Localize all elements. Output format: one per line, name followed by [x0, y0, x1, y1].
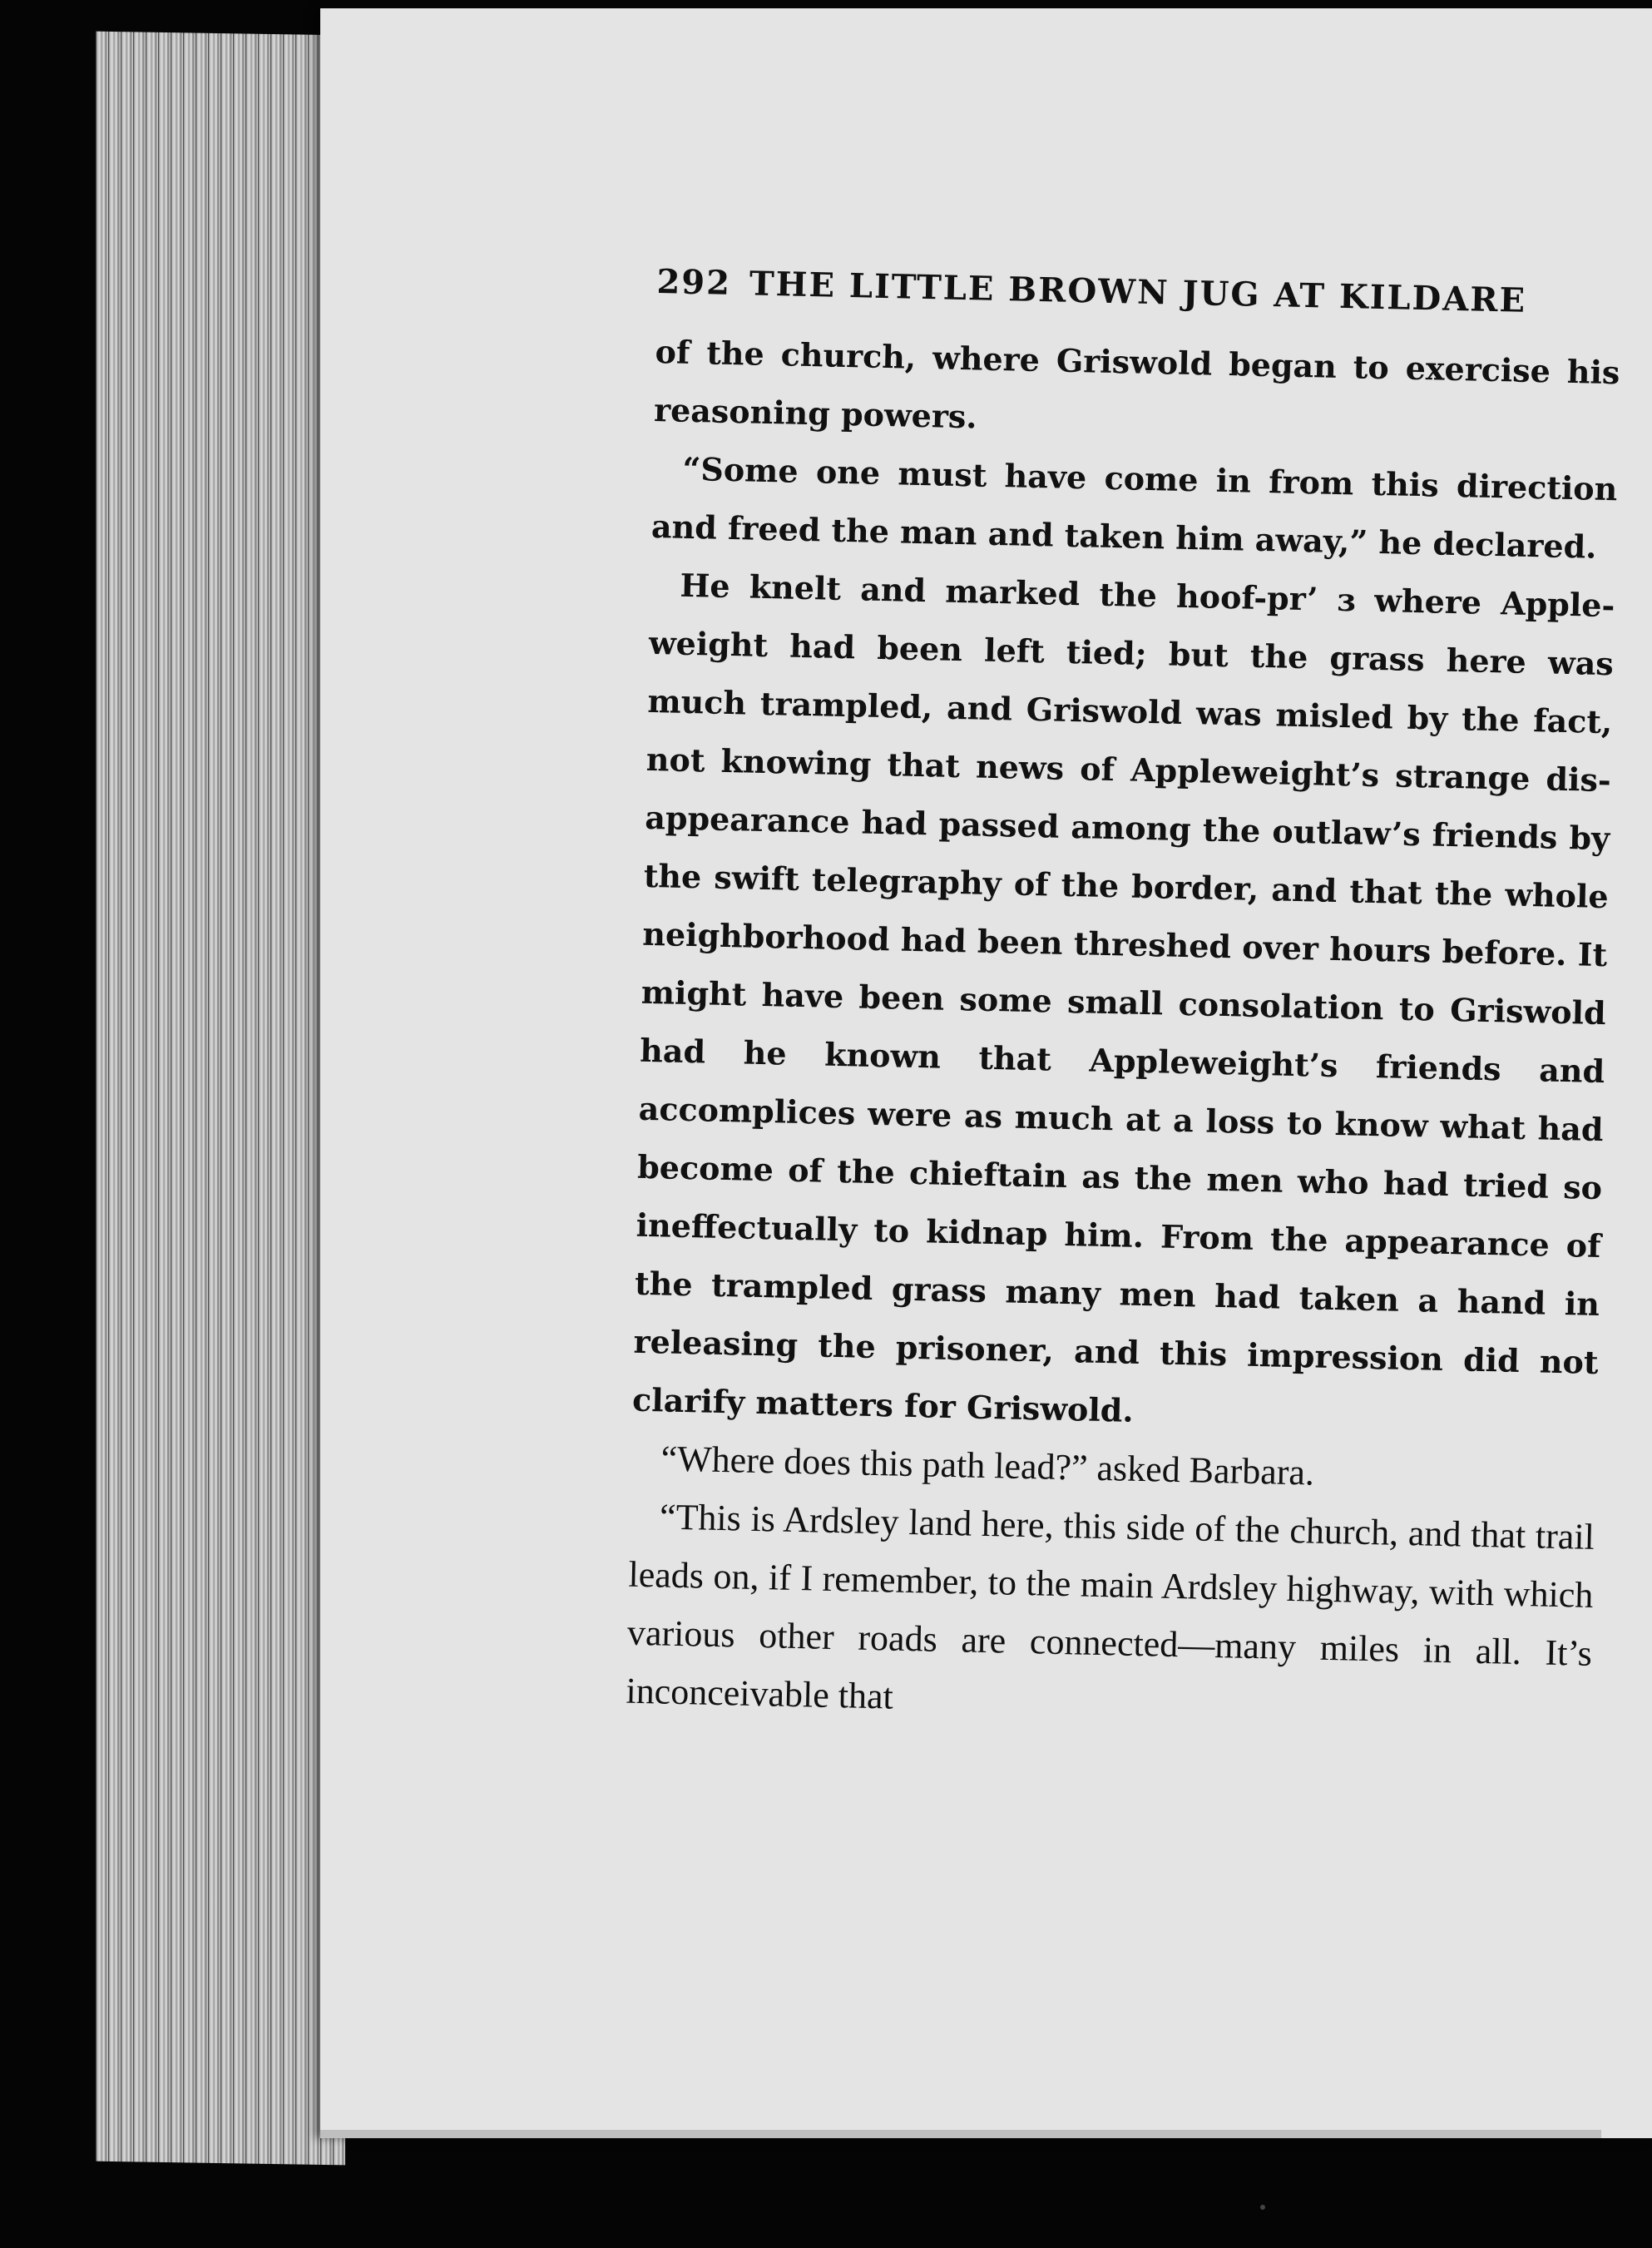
text-block: [626, 262, 1622, 1741]
page-number: 292: [655, 262, 732, 303]
page-bottom-edge: [320, 2130, 1601, 2138]
paragraph-5: “This is Ardsley land here, this side of the church, and that trail leads on, if I remember, to the main Ardsley highway, with which various other roads are connected—many miles in all. It’s inconceivable that: [625, 1496, 1595, 1717]
dust-speck: [1260, 2205, 1265, 2210]
paragraph-2: “Some one must have come in from this direction and freed the man and taken him away,” he declared.: [650, 449, 1618, 566]
page-edges: [96, 32, 345, 2166]
paragraph-1: of the church, where Griswold began to exercise his reasoning powers.: [653, 332, 1620, 436]
paragraph-3: He knelt and marked the hoof-pr’ ɜ where Apple-weight had been left tied; but the grass here was much trampled, and Griswold was misled by the fact, not knowing that news of Appleweight’s strange dis-appearance had passed among the outlaw’s friends by the swift telegraphy of the border, and that the whole neighborhood had been threshed over hours before. It might have been some small consolation to Griswold had he known that Appleweight’s friends and accomplices were as much at a loss to know what had become of the chieftain as the men who had tried so ineffectually to kidnap him. From the appearance of the trampled grass many men had taken a hand in releasing the prisoner, and this impression did not clarify matters for Griswold.: [631, 566, 1615, 1429]
header-title: THE LITTLE BROWN JUG AT KILDARE: [749, 264, 1527, 320]
paragraph-4: “Where does this path lead?” asked Barbara.: [660, 1438, 1315, 1493]
